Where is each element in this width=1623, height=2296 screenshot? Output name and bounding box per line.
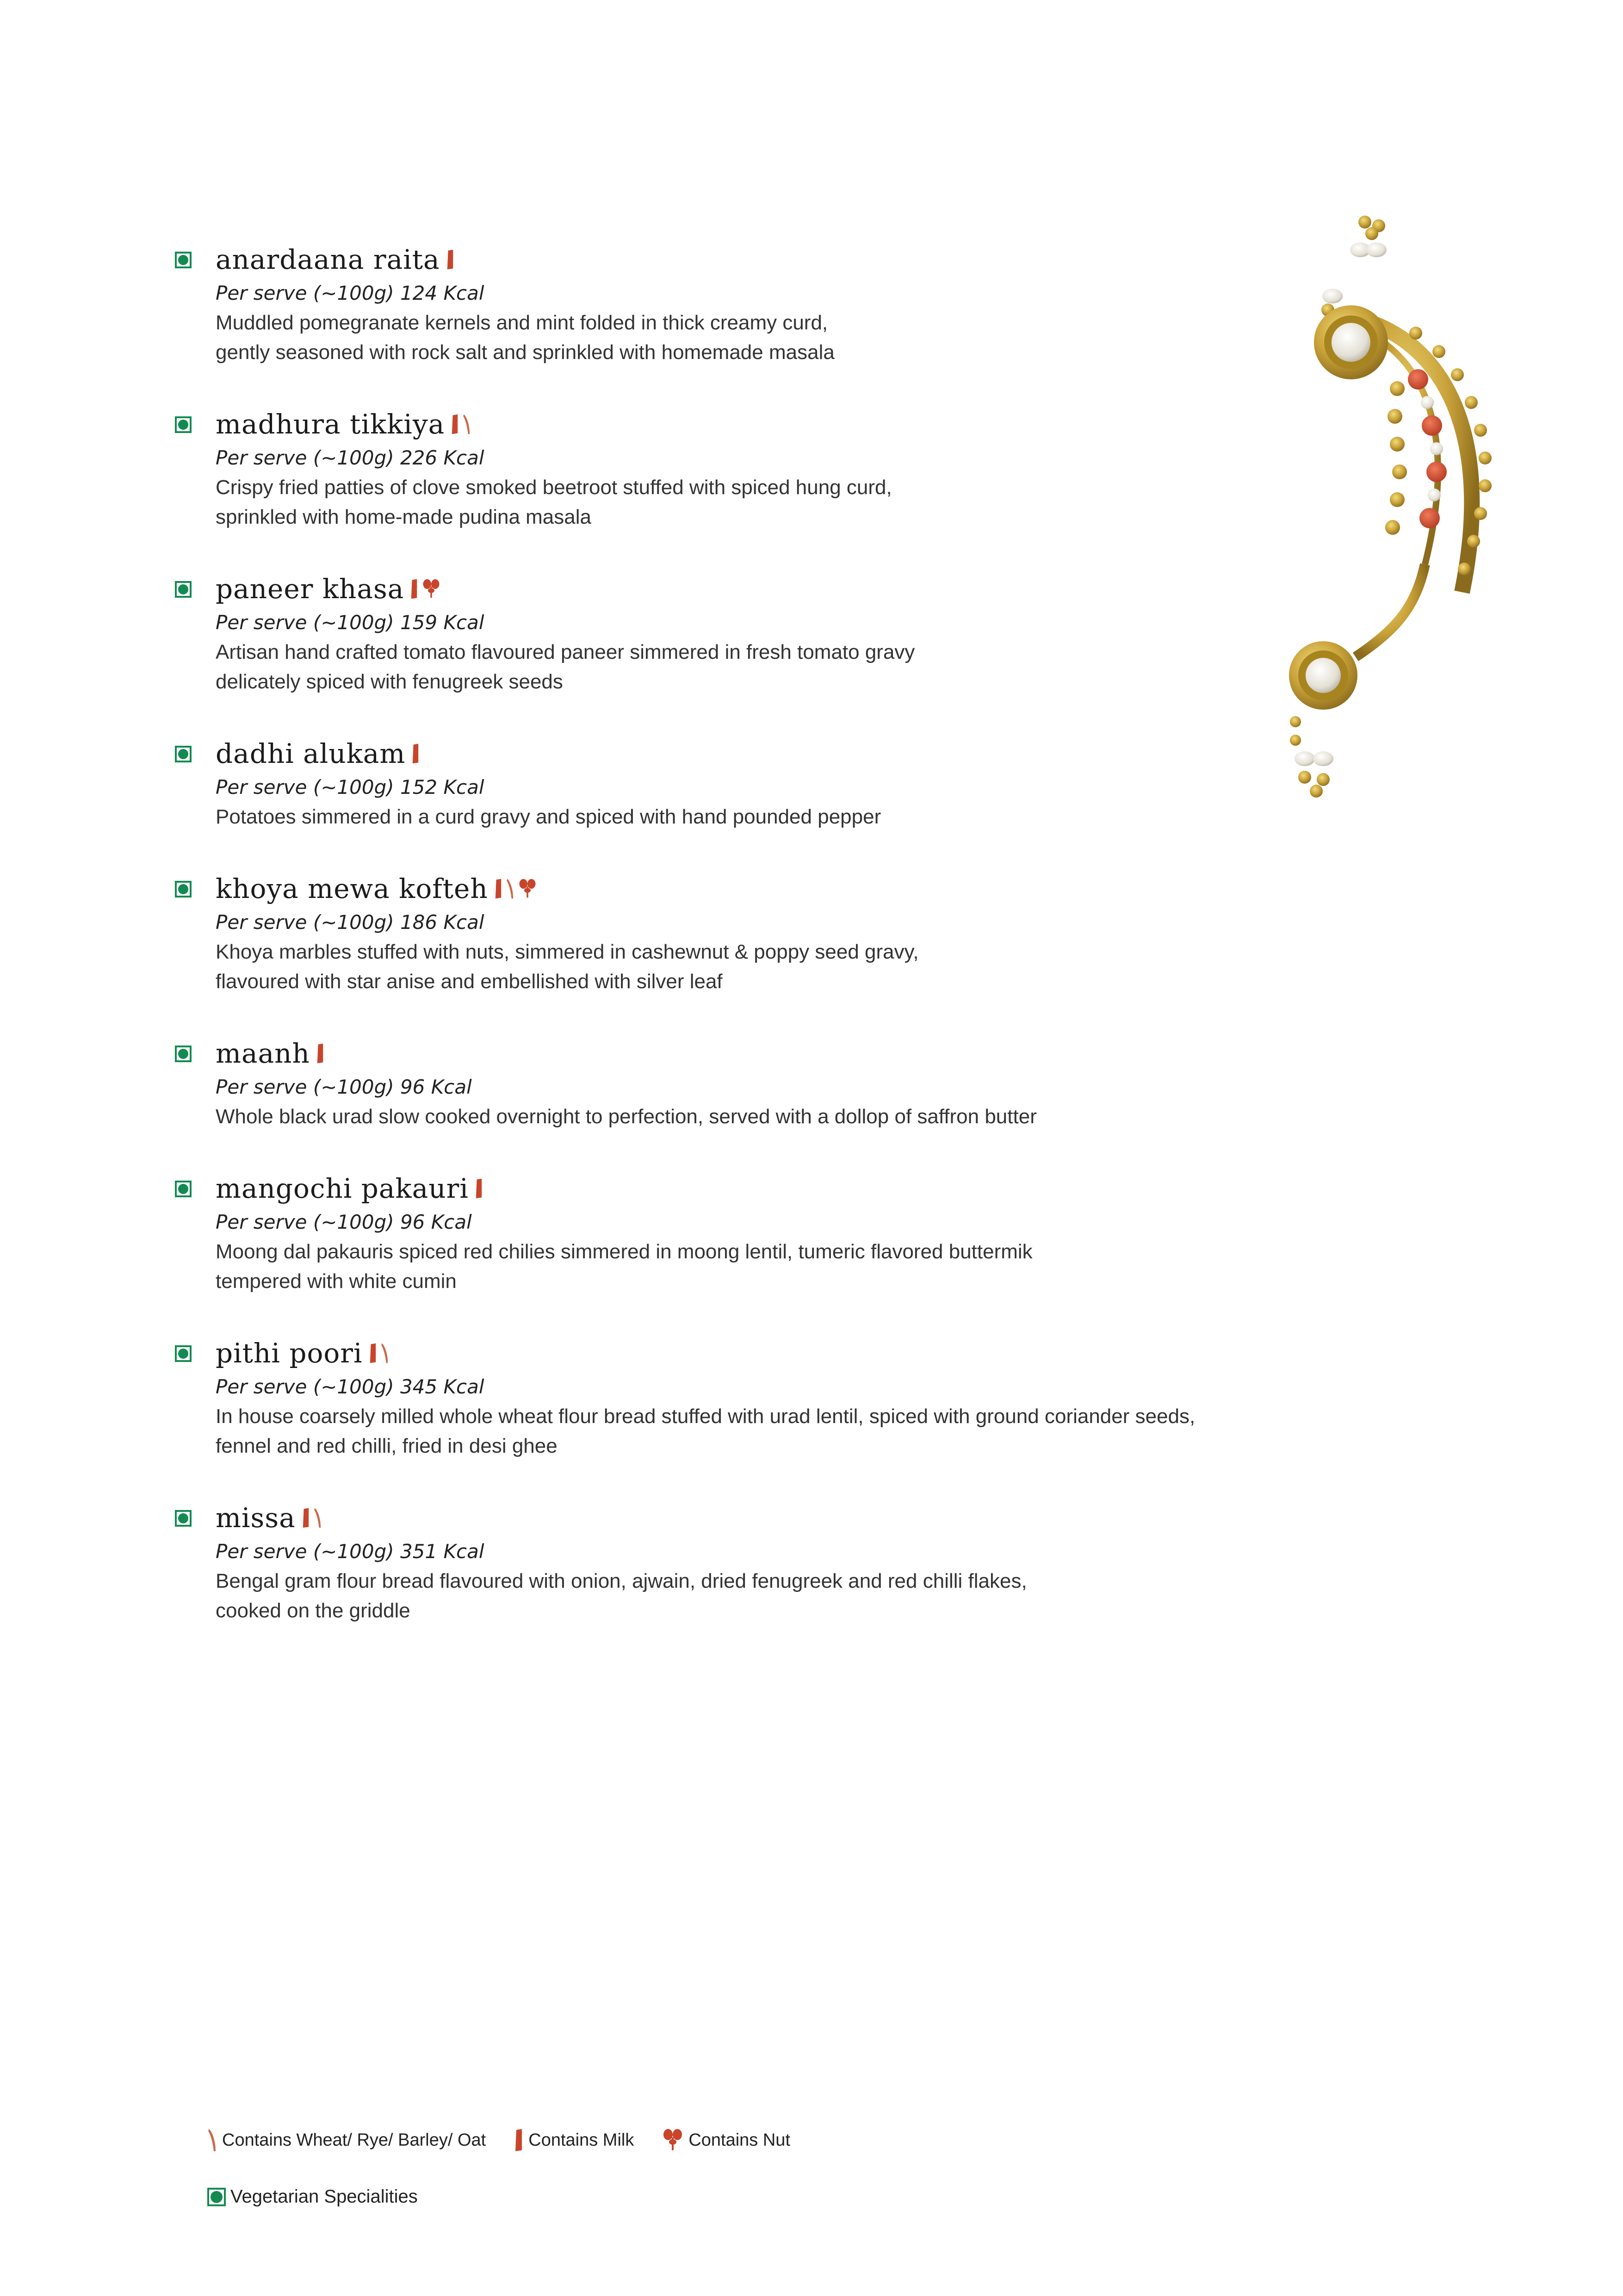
allergen-icons bbox=[450, 414, 471, 435]
item-description-line: fennel and red chilli, fried in desi ghee bbox=[216, 1435, 558, 1457]
allergen-icons bbox=[316, 1043, 325, 1064]
item-name-row bbox=[216, 570, 1285, 608]
item-description-line: In house coarsely milled whole wheat flour bread stuffed with urad lentil, spiced with ground coriander seeds, bbox=[216, 1405, 1196, 1428]
legend-vegetarian bbox=[207, 2186, 418, 2207]
nut-icon bbox=[421, 578, 441, 600]
wheat-icon bbox=[462, 414, 471, 435]
item-calories: Per serve (~100g) 96 Kcal bbox=[216, 1211, 472, 1233]
item-name-row bbox=[216, 735, 1285, 773]
veg-mark-icon bbox=[175, 1345, 192, 1362]
jewellery-ornament-image bbox=[1277, 213, 1536, 814]
item-description-line: Crispy fried patties of clove smoked beetroot stuffed with spiced hung curd, bbox=[216, 476, 892, 499]
item-name-row bbox=[216, 1034, 1285, 1072]
legend-veg-label: Vegetarian Specialities bbox=[230, 2186, 418, 2207]
item-name-row bbox=[216, 1334, 1285, 1372]
menu-item bbox=[175, 1499, 1285, 1626]
item-calories: Per serve (~100g) 351 Kcal bbox=[216, 1540, 484, 1563]
item-calories: Per serve (~100g) 345 Kcal bbox=[216, 1375, 484, 1398]
allergen-icons bbox=[446, 249, 455, 270]
item-description-line: tempered with white cumin bbox=[216, 1270, 457, 1293]
item-description-line: Whole black urad slow cooked overnight to perfection, served with a dollop of saffron butter bbox=[216, 1105, 1037, 1128]
item-name: missa bbox=[216, 1502, 296, 1534]
allergen-icons bbox=[301, 1507, 322, 1529]
allergen-icons bbox=[474, 1178, 483, 1199]
veg-mark-icon bbox=[175, 1510, 192, 1527]
item-calories: Per serve (~100g) 159 Kcal bbox=[216, 611, 484, 634]
item-description-line: Muddled pomegranate kernels and mint folded in thick creamy curd, bbox=[216, 311, 828, 334]
wheat-icon bbox=[380, 1343, 390, 1364]
veg-mark-icon bbox=[175, 252, 192, 268]
item-name: mangochi pakauri bbox=[216, 1173, 469, 1204]
legend-wheat bbox=[207, 2128, 486, 2152]
nut-icon bbox=[662, 2128, 684, 2152]
item-name: madhura tikkiya bbox=[216, 408, 445, 440]
veg-mark-icon bbox=[175, 746, 192, 762]
milk-icon bbox=[301, 1507, 310, 1529]
veg-mark-icon bbox=[175, 416, 192, 433]
veg-mark-icon bbox=[175, 1046, 192, 1062]
menu-item bbox=[175, 405, 1285, 532]
wheat-icon bbox=[207, 2128, 217, 2152]
item-name: pithi poori bbox=[216, 1337, 363, 1369]
wheat-icon bbox=[506, 878, 515, 899]
item-name: anardaana raita bbox=[216, 244, 440, 275]
item-calories: Per serve (~100g) 152 Kcal bbox=[216, 776, 484, 798]
item-description-line: delicately spiced with fenugreek seeds bbox=[216, 670, 563, 693]
item-calories: Per serve (~100g) 124 Kcal bbox=[216, 282, 484, 304]
veg-mark-icon bbox=[175, 1181, 192, 1197]
legend-wheat-label: Contains Wheat/ Rye/ Barley/ Oat bbox=[222, 2130, 486, 2150]
item-calories: Per serve (~100g) 226 Kcal bbox=[216, 446, 484, 469]
milk-icon bbox=[446, 249, 455, 270]
veg-mark-icon bbox=[207, 2188, 226, 2206]
veg-mark-icon bbox=[175, 581, 192, 598]
item-name-row bbox=[216, 870, 1285, 908]
milk-icon bbox=[411, 743, 420, 764]
item-description-line: Moong dal pakauris spiced red chilies simmered in moong lentil, tumeric flavored buttermik bbox=[216, 1240, 1033, 1263]
allergen-icons bbox=[494, 878, 537, 899]
menu-list bbox=[175, 241, 1285, 1664]
menu-item bbox=[175, 570, 1285, 697]
item-description-line: Bengal gram flour bread flavoured with onion, ajwain, dried fenugreek and red chilli flakes, bbox=[216, 1570, 1027, 1592]
milk-icon bbox=[316, 1043, 325, 1064]
menu-item bbox=[175, 1334, 1285, 1461]
milk-icon bbox=[514, 2128, 524, 2152]
milk-icon bbox=[409, 578, 419, 600]
allergen-icons bbox=[411, 743, 420, 764]
item-calories: Per serve (~100g) 186 Kcal bbox=[216, 911, 484, 934]
item-name: maanh bbox=[216, 1038, 310, 1069]
item-description-line: cooked on the griddle bbox=[216, 1599, 410, 1622]
item-name-row bbox=[216, 1499, 1285, 1537]
veg-mark-icon bbox=[175, 881, 192, 897]
milk-icon bbox=[474, 1178, 483, 1199]
item-description-line: Potatoes simmered in a curd gravy and spiced with hand pounded pepper bbox=[216, 805, 881, 828]
item-name: dadhi alukam bbox=[216, 738, 406, 769]
allergen-icons bbox=[368, 1343, 390, 1364]
milk-icon bbox=[450, 414, 459, 435]
nut-icon bbox=[518, 878, 537, 899]
item-name: khoya mewa kofteh bbox=[216, 873, 488, 904]
menu-item bbox=[175, 241, 1285, 367]
item-description-line: Khoya marbles stuffed with nuts, simmered in cashewnut & poppy seed gravy, bbox=[216, 941, 919, 963]
item-name-row bbox=[216, 1170, 1285, 1207]
item-name-row bbox=[216, 241, 1285, 278]
item-description-line: Artisan hand crafted tomato flavoured paneer simmered in fresh tomato gravy bbox=[216, 641, 915, 663]
menu-item bbox=[175, 735, 1285, 832]
menu-item bbox=[175, 1170, 1285, 1296]
allergen-icons bbox=[409, 578, 441, 600]
wheat-icon bbox=[313, 1507, 322, 1529]
milk-icon bbox=[494, 878, 503, 899]
allergen-legend bbox=[207, 2128, 818, 2152]
item-description-line: flavoured with star anise and embellished with silver leaf bbox=[216, 970, 723, 993]
legend-milk-label: Contains Milk bbox=[528, 2130, 634, 2150]
menu-item bbox=[175, 870, 1285, 996]
item-description-line: sprinkled with home-made pudina masala bbox=[216, 506, 591, 528]
legend-nut-label: Contains Nut bbox=[688, 2130, 790, 2150]
legend-milk bbox=[514, 2128, 634, 2152]
item-name-row bbox=[216, 405, 1285, 443]
menu-item bbox=[175, 1034, 1285, 1132]
item-description-line: gently seasoned with rock salt and sprinkled with homemade masala bbox=[216, 341, 835, 364]
item-calories: Per serve (~100g) 96 Kcal bbox=[216, 1076, 472, 1098]
milk-icon bbox=[368, 1343, 378, 1364]
item-name: paneer khasa bbox=[216, 573, 404, 605]
legend-nut bbox=[662, 2128, 790, 2152]
